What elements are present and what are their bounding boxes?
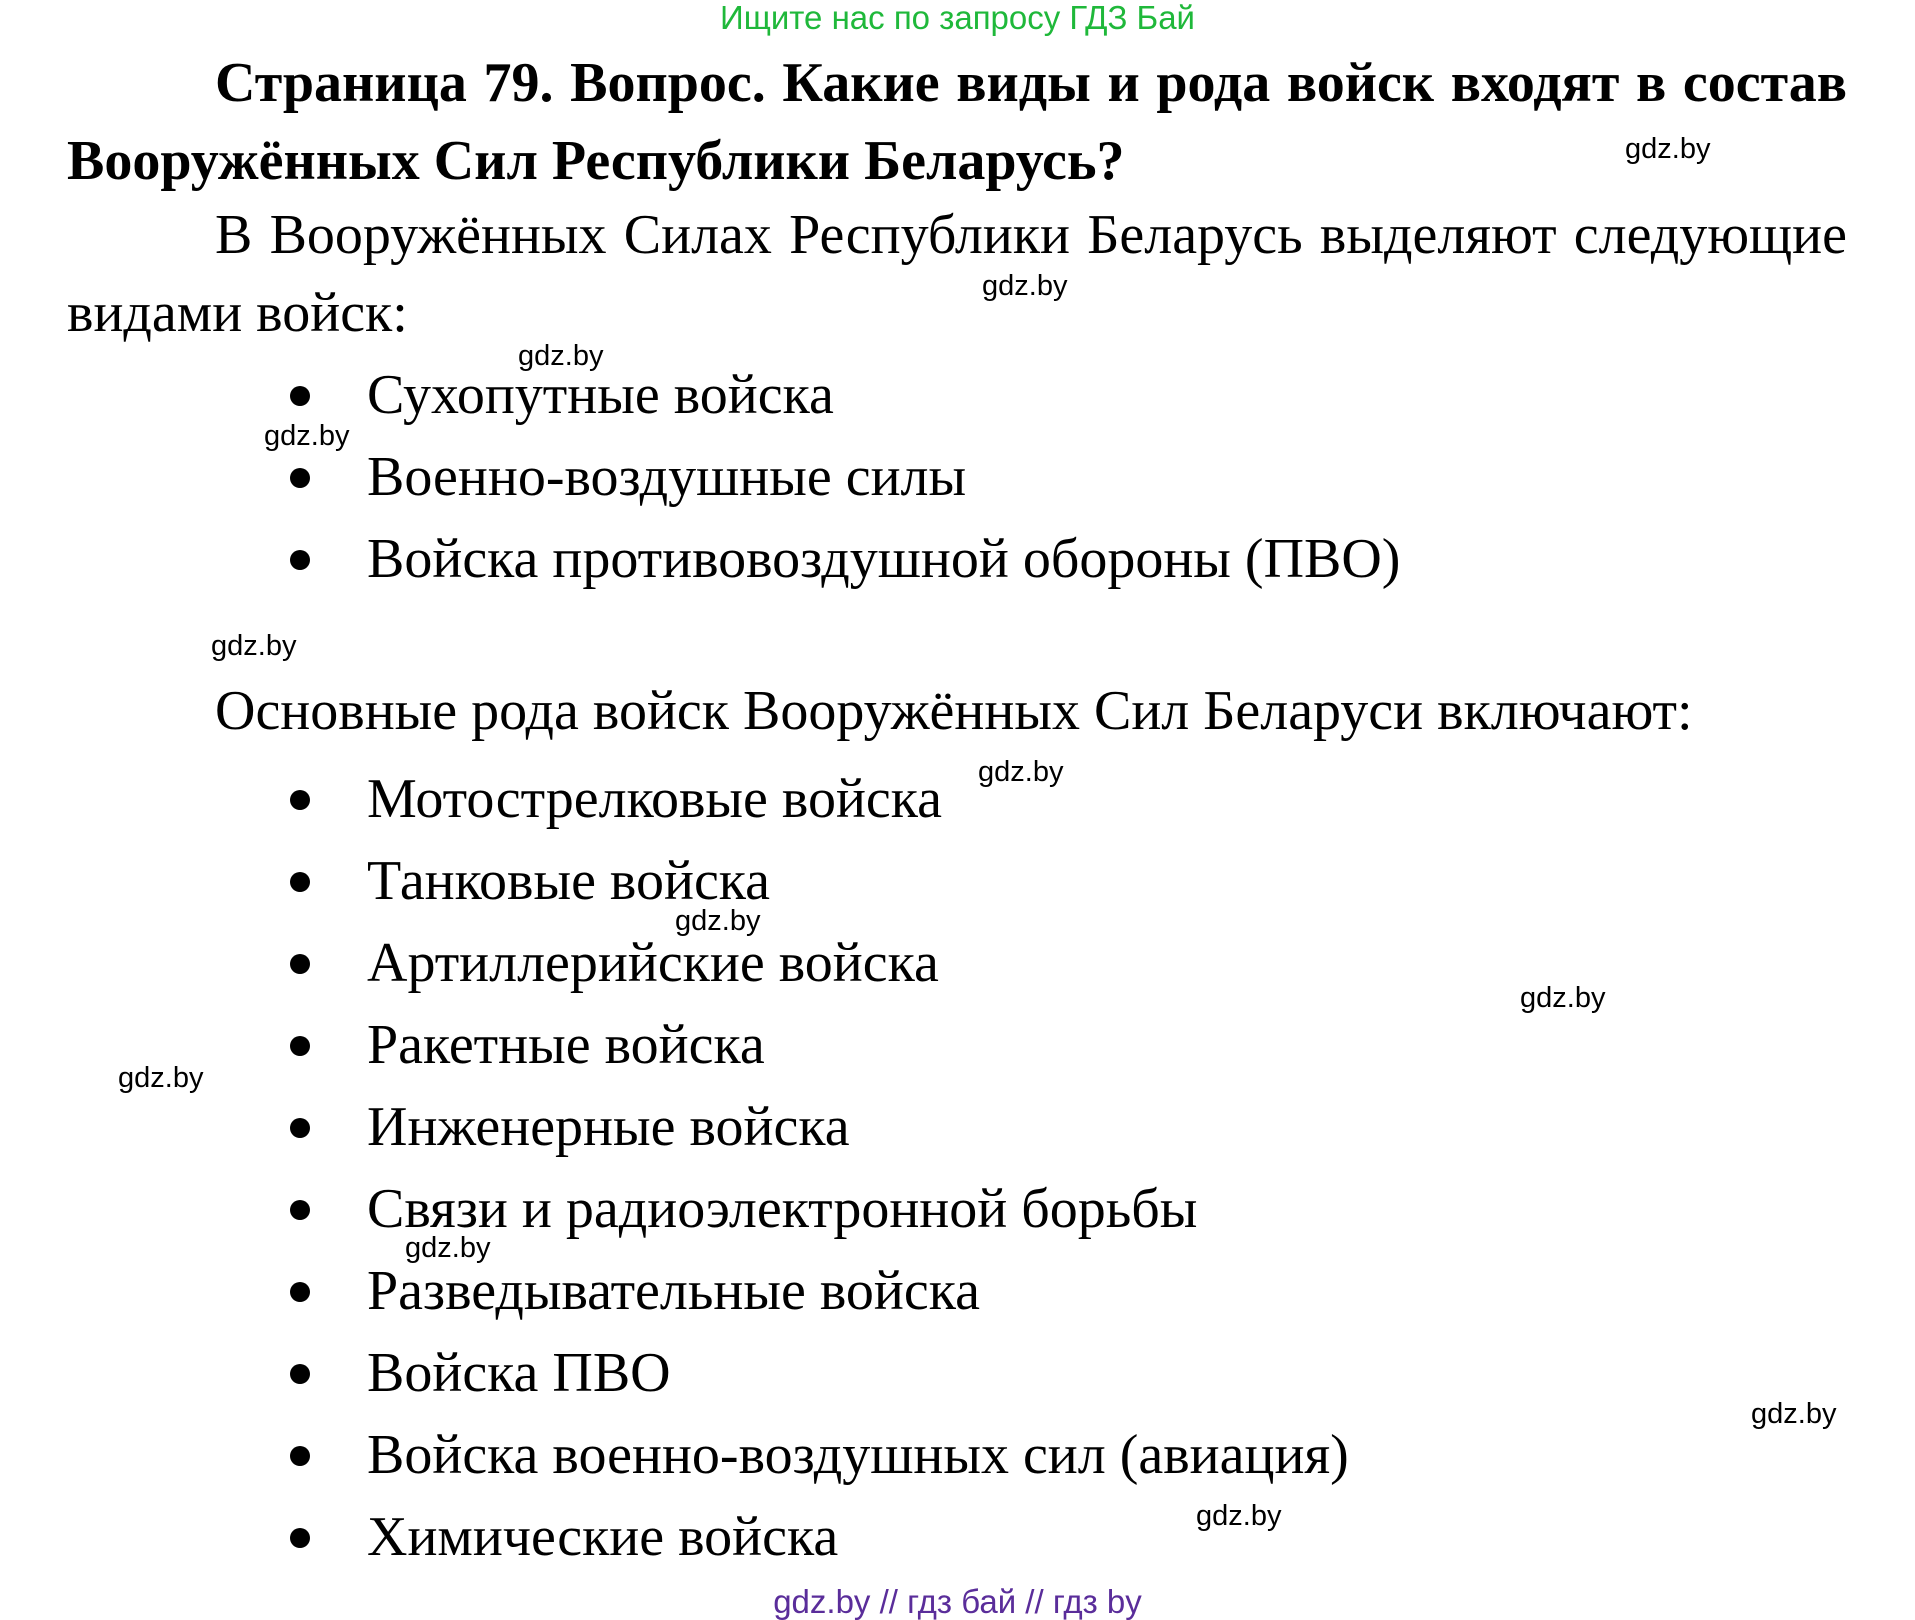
answer-intro: В Вооружённых Силах Республики Беларусь выделяют следующие видами войск: <box>67 204 1847 344</box>
list-item-text: Войска ПВО <box>367 1342 671 1404</box>
watermark: gdz.by <box>1625 133 1711 165</box>
watermark: gdz.by <box>982 270 1068 302</box>
list-item-text: Военно-воздушные силы <box>367 446 967 508</box>
bullet-icon <box>290 790 310 810</box>
bullet-icon <box>290 1036 310 1056</box>
list-item-text: Ракетные войска <box>367 1014 765 1076</box>
list-item-text: Мотострелковые войска <box>367 768 942 830</box>
bullet-icon <box>290 1446 310 1466</box>
branches-intro: Основные рода войск Вооружённых Сил Беларуси включают: <box>215 680 1693 742</box>
list-item-text: Разведывательные войска <box>367 1260 980 1322</box>
list-item-text: Танковые войска <box>367 850 771 912</box>
bullet-icon <box>290 550 310 570</box>
bullet-icon <box>290 386 310 406</box>
bullet-icon <box>290 1200 310 1220</box>
bullet-icon <box>290 1364 310 1384</box>
bullet-icon <box>290 1282 310 1302</box>
list-item-text: Связи и радиоэлектронной борьбы <box>367 1178 1198 1240</box>
list-item-text: Сухопутные войска <box>367 364 834 426</box>
list-item-text: Инженерные войска <box>367 1096 850 1158</box>
list-item-text: Химические войска <box>367 1506 839 1568</box>
question-title: Страница 79. Вопрос. Какие виды и рода войск входят в состав Вооружённых Сил Республики Беларусь? <box>67 52 1847 192</box>
footer-links: gdz.by // гдз бай // гдз by <box>773 1583 1142 1620</box>
watermark: gdz.by <box>264 420 350 452</box>
watermark: gdz.by <box>675 905 761 937</box>
list-item-text: Войска военно-воздушных сил (авиация) <box>367 1424 1349 1486</box>
watermark: gdz.by <box>118 1062 204 1094</box>
bullet-icon <box>290 468 310 488</box>
watermark: gdz.by <box>1196 1500 1282 1532</box>
watermark: gdz.by <box>518 340 604 372</box>
bullet-icon <box>290 872 310 892</box>
watermark: gdz.by <box>1751 1398 1837 1430</box>
list-item-text: Артиллерийские войска <box>367 932 939 994</box>
bullet-icon <box>290 1528 310 1548</box>
watermark: gdz.by <box>978 756 1064 788</box>
bullet-icon <box>290 1118 310 1138</box>
search-banner: Ищите нас по запросу ГДЗ Бай <box>720 0 1195 36</box>
watermark: gdz.by <box>211 630 297 662</box>
watermark: gdz.by <box>405 1232 491 1264</box>
watermark: gdz.by <box>1520 982 1606 1014</box>
list-item-text: Войска противовоздушной обороны (ПВО) <box>367 528 1401 590</box>
bullet-icon <box>290 954 310 974</box>
